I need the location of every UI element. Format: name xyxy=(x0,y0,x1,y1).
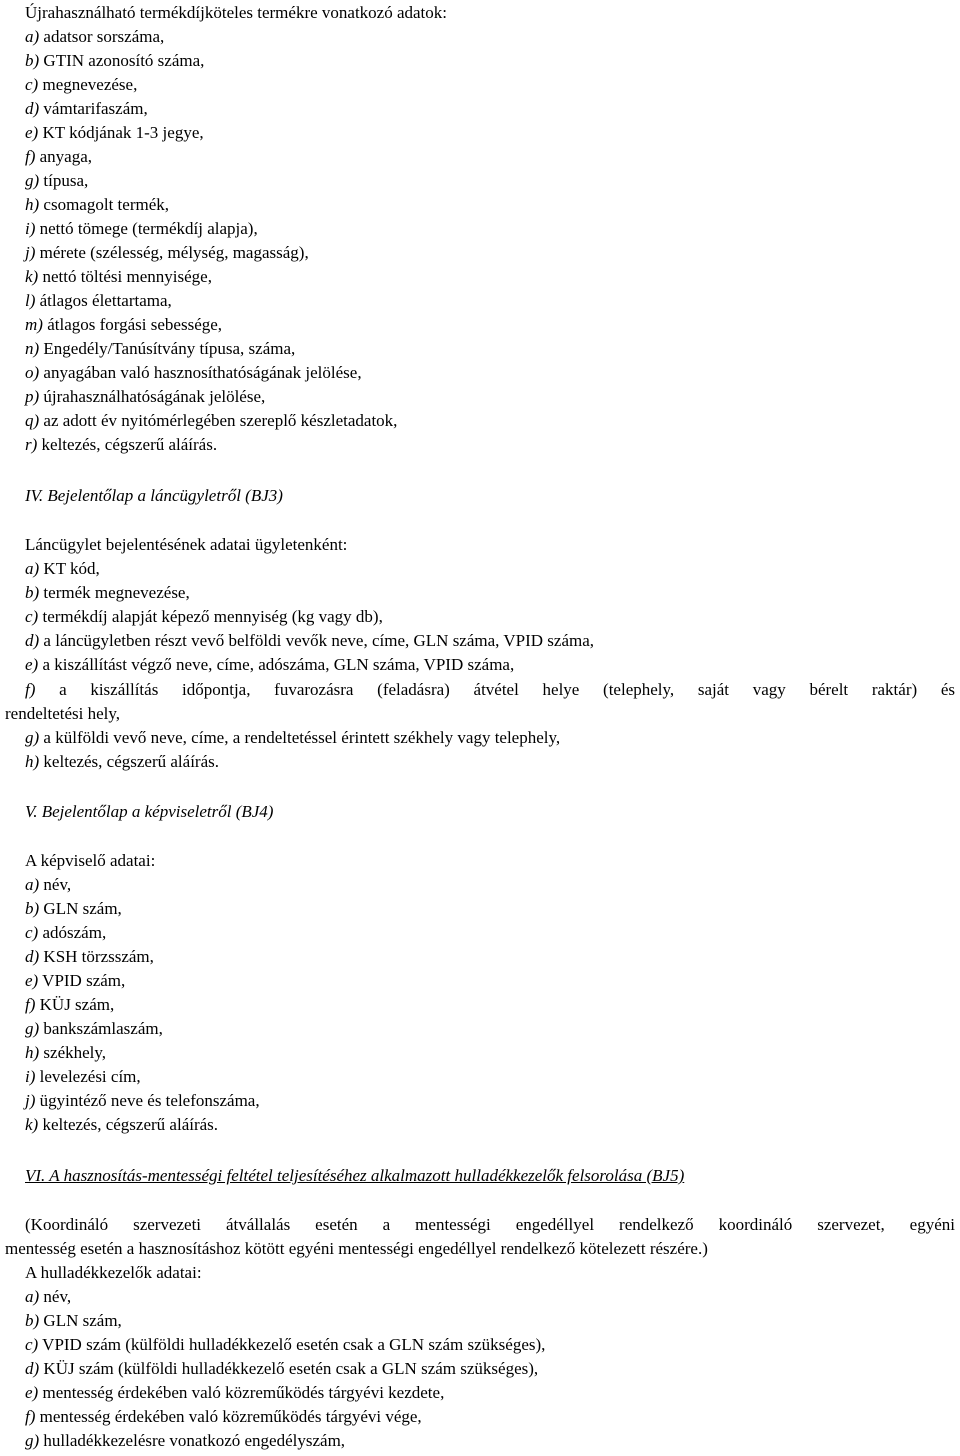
list-item xyxy=(25,241,309,265)
item-text: adatsor sorszáma, xyxy=(39,27,165,46)
item-letter: c) xyxy=(25,1335,39,1354)
list-item xyxy=(25,581,190,605)
item-letter: c) xyxy=(25,607,39,626)
section-title-iv: IV. Bejelentőlap a láncügyletről (BJ3) xyxy=(25,486,283,505)
item-letter: e) xyxy=(25,971,39,990)
item-text: név, xyxy=(39,875,72,894)
list-item xyxy=(25,313,222,337)
list-item xyxy=(25,337,295,361)
item-text: KT kódjának 1-3 jegye, xyxy=(38,123,204,142)
item-text: KSH törzsszám, xyxy=(39,947,154,966)
item-text: hulladékkezelésre vonatkozó engedélyszám, xyxy=(39,1431,346,1450)
item-letter: k) xyxy=(25,267,39,286)
item-letter: d) xyxy=(25,947,40,966)
section-intro: Láncügylet bejelentésének adatai ügyletenként: xyxy=(25,535,348,554)
list-item xyxy=(25,605,383,629)
list-item xyxy=(25,1285,71,1309)
item-text: vámtarifaszám, xyxy=(39,99,148,118)
item-text: KT kód, xyxy=(39,559,100,578)
item-letter: q) xyxy=(25,411,40,430)
item-letter: h) xyxy=(25,1043,40,1062)
item-text: Engedély/Tanúsítvány típusa, száma, xyxy=(39,339,296,358)
item-letter: o) xyxy=(25,363,40,382)
item-letter: b) xyxy=(25,1311,40,1330)
list-item xyxy=(25,169,88,193)
item-letter: d) xyxy=(25,1359,40,1378)
list-item xyxy=(25,217,258,241)
list-item xyxy=(25,726,560,750)
item-letter: f) xyxy=(25,995,36,1014)
item-text: típusa, xyxy=(39,171,89,190)
item-text: a külföldi vevő neve, címe, a rendeltetéssel érintett székhely vagy telephely, xyxy=(39,728,561,747)
item-text: bankszámlaszám, xyxy=(39,1019,163,1038)
item-letter: e) xyxy=(25,655,39,674)
list-item xyxy=(25,73,137,97)
item-text: megnevezése, xyxy=(38,75,138,94)
item-letter: a) xyxy=(25,559,40,578)
item-text: levelezési cím, xyxy=(35,1067,141,1086)
list-item xyxy=(25,969,125,993)
list-item xyxy=(25,1309,122,1333)
item-letter: a) xyxy=(25,1287,40,1306)
item-letter: j) xyxy=(25,243,36,262)
section-heading: Újrahasználható termékdíjköteles termékre vonatkozó adatok: xyxy=(25,3,448,22)
item-text: KÜJ szám (külföldi hulladékkezelő esetén csak a GLN szám szükséges), xyxy=(39,1359,539,1378)
list-item xyxy=(25,1357,538,1381)
list-item xyxy=(25,49,204,73)
section-note-line-1: (Koordináló szervezeti átvállalás esetén a mentességi engedéllyel rendelkező koordináló szervezet, egyéni xyxy=(25,1215,955,1234)
list-item xyxy=(25,1113,218,1137)
item-letter: f) xyxy=(25,680,36,699)
item-letter: d) xyxy=(25,631,40,650)
item-letter: b) xyxy=(25,899,40,918)
item-letter: k) xyxy=(25,1115,39,1134)
section-intro: A hulladékkezelők adatai: xyxy=(25,1263,202,1282)
item-text: keltezés, cégszerű aláírás. xyxy=(37,435,218,454)
item-letter: p) xyxy=(25,387,40,406)
item-letter: n) xyxy=(25,339,40,358)
list-item xyxy=(25,1017,163,1041)
item-text: újrahasználhatóságának jelölése, xyxy=(39,387,266,406)
list-item xyxy=(25,1429,345,1453)
list-item xyxy=(25,557,100,581)
item-text: a láncügyletben részt vevő belföldi vevők neve, címe, GLN száma, VPID száma, xyxy=(39,631,595,650)
item-letter: c) xyxy=(25,75,39,94)
list-item xyxy=(25,409,397,433)
item-text: GLN szám, xyxy=(39,899,122,918)
item-text: mérete (szélesség, mélység, magasság), xyxy=(35,243,309,262)
item-letter: a) xyxy=(25,27,40,46)
item-text: termék megnevezése, xyxy=(39,583,190,602)
list-item xyxy=(25,385,265,409)
list-item xyxy=(25,921,106,945)
item-letter: i) xyxy=(25,219,36,238)
item-text: ügyintéző neve és telefonszáma, xyxy=(35,1091,260,1110)
list-item xyxy=(25,433,217,457)
section-note-line-2: mentesség esetén a hasznosításhoz kötött egyéni mentességi engedéllyel rendelkező kötelezett részére.) xyxy=(5,1239,708,1258)
item-letter: r) xyxy=(25,435,38,454)
item-text: a kiszállítást végző neve, címe, adószáma, GLN száma, VPID száma, xyxy=(38,655,515,674)
item-text: átlagos forgási sebessége, xyxy=(42,315,223,334)
list-item xyxy=(25,945,154,969)
item-text: adószám, xyxy=(38,923,107,942)
list-item xyxy=(25,653,514,677)
item-letter: g) xyxy=(25,1019,40,1038)
item-text: keltezés, cégszerű aláírás. xyxy=(38,1115,219,1134)
list-item xyxy=(25,265,212,289)
item-text: nettó tömege (termékdíj alapja), xyxy=(35,219,258,238)
item-text: anyaga, xyxy=(35,147,93,166)
list-item xyxy=(25,1381,444,1405)
section-title-vi xyxy=(25,1164,684,1188)
item-letter: h) xyxy=(25,752,40,771)
section-intro: A képviselő adatai: xyxy=(25,851,156,870)
item-letter: i) xyxy=(25,1067,36,1086)
item-text: nettó töltési mennyisége, xyxy=(38,267,212,286)
item-letter: l) xyxy=(25,291,36,310)
item-text: VPID szám (külföldi hulladékkezelő esetén csak a GLN szám szükséges), xyxy=(38,1335,546,1354)
item-letter: e) xyxy=(25,123,39,142)
item-letter: b) xyxy=(25,51,40,70)
item-text: átlagos élettartama, xyxy=(35,291,172,310)
item-letter: f) xyxy=(25,1407,36,1426)
list-item xyxy=(25,97,148,121)
item-text: anyagában való hasznosíthatóságának jelölése, xyxy=(39,363,362,382)
list-item xyxy=(25,993,114,1017)
list-item xyxy=(25,678,955,702)
item-letter: m) xyxy=(25,315,43,334)
item-letter: b) xyxy=(25,583,40,602)
list-item xyxy=(25,897,122,921)
section-title-v: V. Bejelentőlap a képviseletről (BJ4) xyxy=(25,802,274,821)
item-letter: g) xyxy=(25,1431,40,1450)
item-text: a kiszállítás időpontja, fuvarozásra (feladásra) átvétel helye (telephely, saját vagy bérelt raktár) és xyxy=(35,680,955,699)
item-letter: g) xyxy=(25,171,40,190)
item-text: VPID szám, xyxy=(38,971,126,990)
item-text: KÜJ szám, xyxy=(35,995,115,1014)
item-text: székhely, xyxy=(39,1043,107,1062)
item-text: termékdíj alapját képező mennyiség (kg vagy db), xyxy=(38,607,383,626)
section-title-vi-text: VI. A hasznosítás-mentességi feltétel teljesítéséhez alkalmazott hulladékkezelők felsorolása (BJ5) xyxy=(25,1166,685,1185)
item-text: csomagolt termék, xyxy=(39,195,169,214)
list-item xyxy=(25,750,219,774)
list-item xyxy=(25,25,164,49)
list-item-continuation: rendeltetési hely, xyxy=(5,704,121,723)
list-item xyxy=(25,1405,422,1429)
list-item xyxy=(25,361,362,385)
list-item xyxy=(25,1333,545,1357)
item-letter: c) xyxy=(25,923,39,942)
item-text: név, xyxy=(39,1287,72,1306)
list-item xyxy=(25,1089,260,1113)
item-letter: a) xyxy=(25,875,40,894)
list-item xyxy=(25,629,594,653)
list-item xyxy=(25,121,204,145)
item-text: mentesség érdekében való közreműködés tárgyévi vége, xyxy=(35,1407,422,1426)
item-text: az adott év nyitómérlegében szereplő készletadatok, xyxy=(39,411,398,430)
item-letter: e) xyxy=(25,1383,39,1402)
item-text: GLN szám, xyxy=(39,1311,122,1330)
list-item xyxy=(25,873,71,897)
item-text: keltezés, cégszerű aláírás. xyxy=(39,752,219,771)
item-letter: f) xyxy=(25,147,36,166)
list-item xyxy=(25,1065,141,1089)
list-item xyxy=(25,289,172,313)
list-item xyxy=(25,193,169,217)
item-text: GTIN azonosító száma, xyxy=(39,51,205,70)
item-letter: j) xyxy=(25,1091,36,1110)
item-letter: h) xyxy=(25,195,40,214)
item-letter: g) xyxy=(25,728,40,747)
item-text: mentesség érdekében való közreműködés tárgyévi kezdete, xyxy=(38,1383,445,1402)
list-item xyxy=(25,1041,106,1065)
item-letter: d) xyxy=(25,99,40,118)
list-item xyxy=(25,145,92,169)
